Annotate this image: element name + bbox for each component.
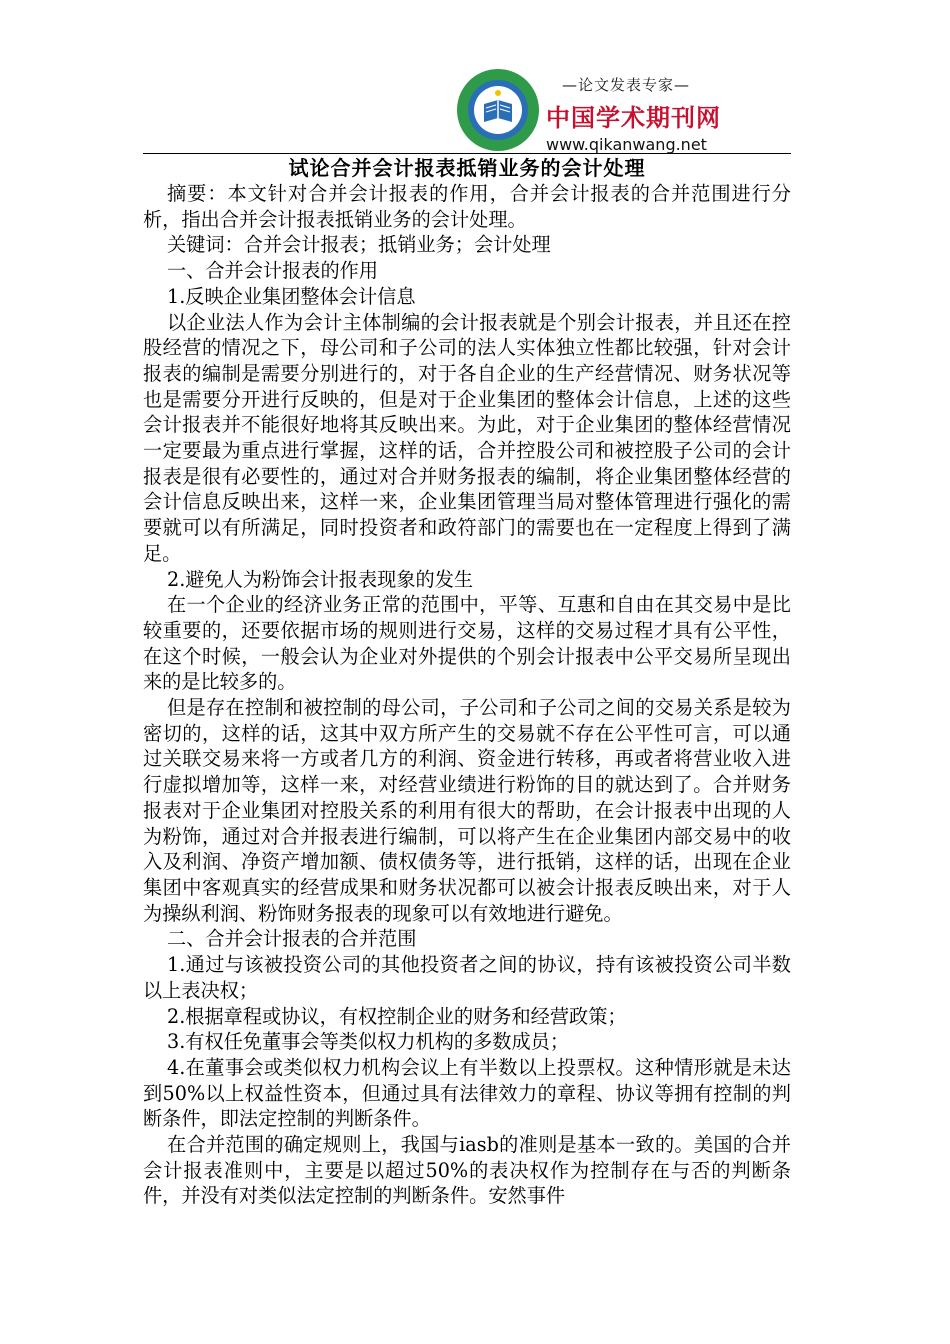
- header-divider: [143, 153, 791, 154]
- list-item: 4.在董事会或类似权力机构会议上有半数以上投票权。这种情形就是未达到50%以上权益性资本，但通过具有法律效力的章程、协议等拥有控制的判断条件，即法定控制的判断条件。: [143, 1055, 791, 1131]
- list-item: 2.根据章程或协议，有权控制企业的财务和经营政策；: [167, 1004, 627, 1028]
- subheading-1-1: 1.反映企业集团整体会计信息: [167, 284, 416, 308]
- body-paragraph: 但是存在控制和被控制的母公司，子公司和子公司之间的交易关系是较为密切的，这样的话，这其中双方所产生的交易就不存在公平性可言，可以通过关联交易来将一方或者几方的利润、资金进行转移，再或者将营业收入进行虚拟增加等，这样一来，对经营业绩进行粉饰的目的就达到了。合并财务报表对于企业集团对控股关系的利用有很大的帮助，在会计报表中出现的人为粉饰，通过对合并报表进行编制，可以将产生在企业集团内部交易中的收入及利润、净资产增加额、债权债务等，进行抵销，这样的话，出现在企业集团中客观真实的经营成果和财务状况都可以被会计报表反映出来，对于人为操纵利润、粉饰财务报表的现象可以有效地进行避免。: [143, 696, 791, 925]
- body-paragraph: 在一个企业的经济业务正常的范围中，平等、互惠和自由在其交易中是比较重要的，还要依据市场的规则进行交易，这样的交易过程才具有公平性，在这个时候，一般会认为企业对外提供的个别会计报表中公平交易所呈现出来的是比较多的。: [143, 593, 791, 694]
- list-item: 1.通过与该被投资公司的其他投资者之间的协议，持有该被投资公司半数以上表决权；: [143, 953, 791, 1002]
- keywords-paragraph: 关键词：合并会计报表；抵销业务；会计处理: [167, 233, 551, 257]
- body-paragraph: 以企业法人作为会计主体制编的会计报表就是个别会计报表，并且还在控股经营的情况之下，母公司和子公司的法人实体独立性都比较强，针对会计报表的编制是需要分别进行的，对于各自企业的生产经营情况、财务状况等也是需要分开进行反映的，但是对于企业集团的整体会计信息，上述的这些会计报表并不能很好地将其反映出来。为此，对于企业集团的整体经营情况一定要最为重点进行掌握，这样的话，合并控股公司和被控股子公司的会计报表是很有必要性的，通过对合并财务报表的编制，将企业集团整体经营的会计信息反映出来，这样一来，企业集团管理当局对整体管理进行强化的需要就可以有所满足，同时投资者和政符部门的需要也在一定程度上得到了满足。: [143, 310, 791, 565]
- section-heading-2: 二、合并会计报表的合并范围: [167, 927, 417, 951]
- list-item: 3.有权任免董事会等类似权力机构的多数成员；: [167, 1030, 570, 1054]
- brand-block: [546, 74, 721, 154]
- abstract-paragraph: 摘要：本文针对合并会计报表的作用，合并会计报表的合并范围进行分析，指出合并会计报表抵销业务的会计处理。: [143, 182, 791, 231]
- brand-slogan: —论文发表专家—: [561, 76, 690, 94]
- article-body: [143, 156, 791, 1209]
- section-heading-1: 一、合并会计报表的作用: [167, 259, 379, 283]
- body-paragraph: 在合并范围的确定规则上，我国与iasb的准则是基本一致的。美国的合并会计报表准则中，主要是以超过50%的表决权作为控制存在与否的判断条件，并没有对类似法定控制的判断条件。安然事件: [143, 1133, 791, 1208]
- brand-name: 中国学术期刊网: [546, 104, 721, 132]
- logo-seal-icon: [456, 68, 540, 152]
- site-header: [456, 66, 721, 154]
- subheading-1-2: 2.避免人为粉饰会计报表现象的发生: [167, 567, 474, 591]
- article-title: 试论合并会计报表抵销业务的会计处理: [288, 156, 646, 180]
- brand-url: www.qikanwang.net: [546, 135, 707, 154]
